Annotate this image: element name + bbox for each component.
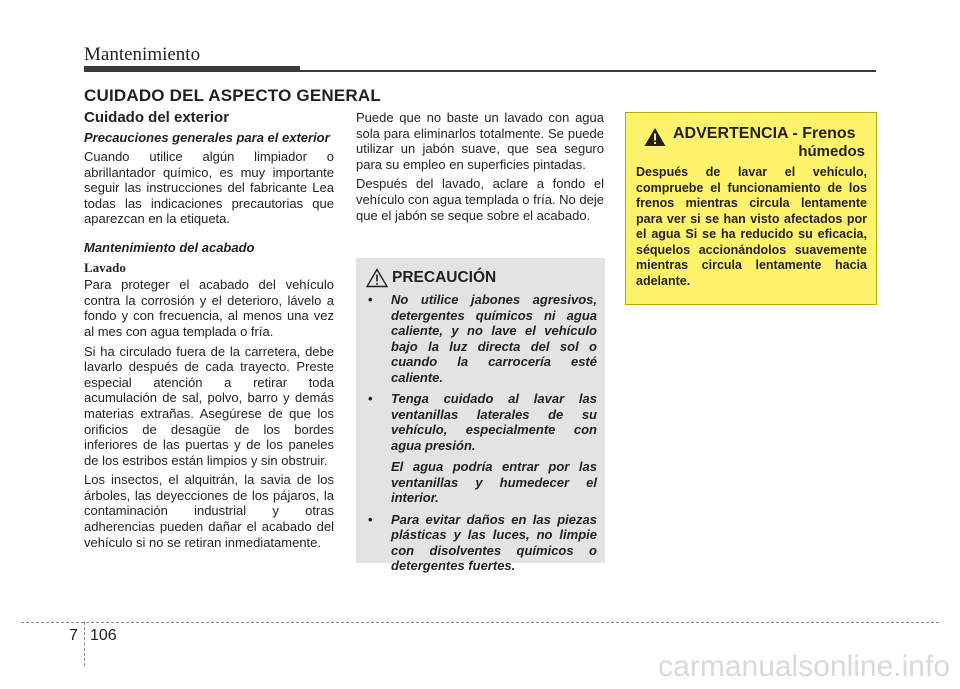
caution-item: • Para evitar daños en las piezas plásticas y las luces, no limpie con disolventes químicos o detergentes fuertes. <box>368 511 597 573</box>
middle-paragraph-1: Puede que no baste un lavado con agua sola para eliminarlos totalmente. Se puede utilizar un jabón suave, que sea seguro para su empleo en superficies pintadas. <box>356 110 604 172</box>
middle-paragraph-2: Después del lavado, aclare a fondo el vehículo con agua templada o fría. No deje que el jabón se seque sobre el acabado. <box>356 176 604 223</box>
caution-triangle-icon <box>366 268 388 288</box>
washing-paragraph-3: Los insectos, el alquitrán, la savia de los árboles, las deyecciones de los pájaros, la contaminación industrial y otras adherencias pueden dañar el acabado del vehículo si no se retiran inmediatamente. <box>84 472 334 550</box>
caution-item: • No utilice jabones agresivos, detergentes químicos ni agua caliente, y no lave el vehículo bajo la luz directa del sol o cuando la carrocería esté caliente. <box>368 292 597 385</box>
left-column <box>84 110 334 554</box>
washing-paragraph-1: Para proteger el acabado del vehículo contra la corrosión y el deterioro, lávelo a fondo y con frecuencia, al menos una vez al mes con agua templada o fría. <box>84 277 334 339</box>
caution-header <box>366 268 597 288</box>
warning-title: ADVERTENCIA - Frenos <box>673 125 856 142</box>
general-precautions-heading: Precauciones generales para el exterior <box>84 129 330 145</box>
washing-heading: Lavado <box>84 259 126 275</box>
caution-item-note: El agua podría entrar por las ventanillas y humedecer el interior. <box>391 459 597 505</box>
caution-list <box>366 292 597 574</box>
washing-paragraph-2: Si ha circulado fuera de la carretera, debe lavarlo después de cada trayecto. Preste especial atención a retirar toda acumulación de sal, polvo, barro y demás materias extrañas. Asegúrese de que los orificios de desagüe de los bordes inferiores de las puertas y de los paneles de los estribos están limpios y sin obstruir. <box>84 343 334 468</box>
warning-box <box>625 112 877 305</box>
caution-title: PRECAUCIÓN <box>392 269 497 286</box>
header-rule-thin <box>300 70 876 72</box>
chapter-number: 7 <box>69 627 78 644</box>
warning-triangle-icon <box>644 127 666 147</box>
middle-column <box>356 110 604 227</box>
caution-item: • Tenga cuidado al lavar las ventanillas laterales de su vehículo, especialmente con agua presión. El agua podría entrar por las ventanillas y humedecer el interior. <box>368 391 597 505</box>
exterior-care-heading: Cuidado del exterior <box>84 109 230 126</box>
warning-text: Después de lavar el vehículo, compruebe el funcionamiento de los frenos mientras circula lentamente para ver si se han visto afectados por el agua Si se ha reducido su eficacia, séquelos accionándolos suavemente mientras circula lentamente hacia adelante. <box>636 165 867 288</box>
page-header-title: Mantenimiento <box>84 44 201 65</box>
footer-rule <box>21 622 939 623</box>
header-rule-thick <box>84 66 300 72</box>
page-number: 106 <box>90 627 117 644</box>
caution-box <box>356 258 605 573</box>
footer-vertical-rule <box>84 622 85 666</box>
section-title: CUIDADO DEL ASPECTO GENERAL <box>84 86 381 105</box>
general-precautions-text: Cuando utilice algún limpiador o abrillantador químico, es muy importante seguir las instrucciones del fabricante Lea todas las indicaciones precautorias que aparezcan en la etiqueta. <box>84 149 334 227</box>
warning-header <box>636 125 867 161</box>
finish-maintenance-heading: Mantenimiento del acabado <box>84 240 255 256</box>
warning-title-line2: húmedos <box>798 143 865 160</box>
watermark: carmanualsonline.info <box>658 650 950 683</box>
